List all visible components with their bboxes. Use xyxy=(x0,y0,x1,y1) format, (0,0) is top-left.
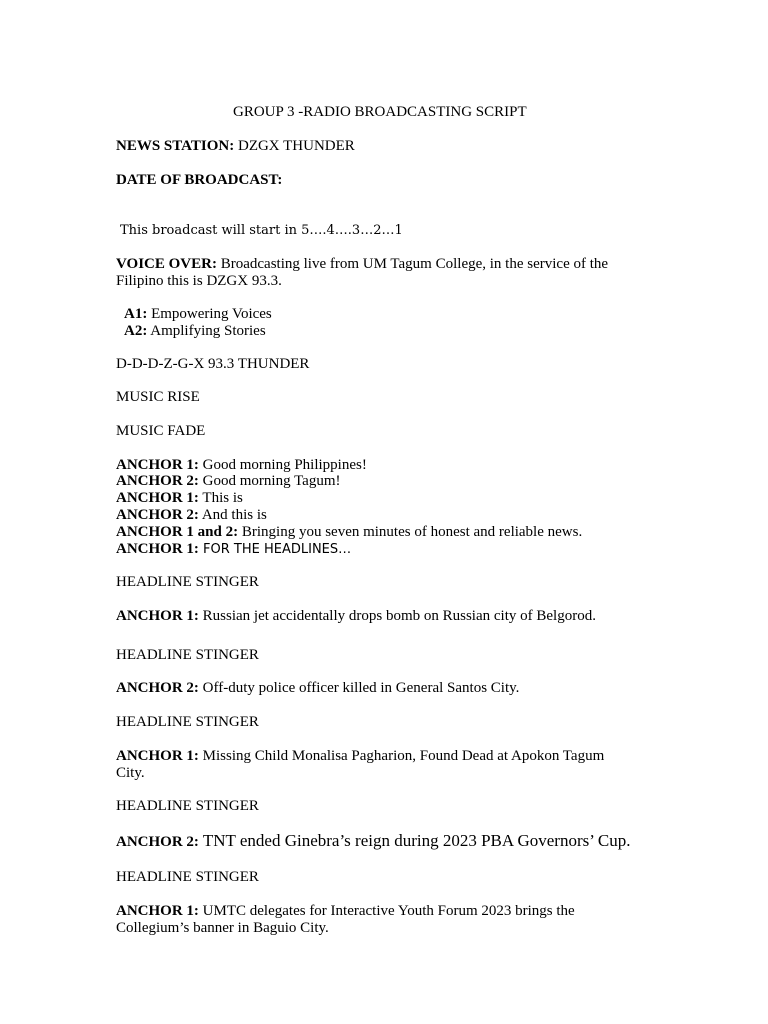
dialogue-line: ANCHOR 2: And this is xyxy=(116,507,267,523)
voice-over-label: VOICE OVER: xyxy=(116,256,217,272)
headline-item: ANCHOR 2: Off-duty police officer killed in General Santos City. xyxy=(116,680,520,696)
headline-stinger-cue: HEADLINE STINGER xyxy=(116,574,259,590)
countdown-line: This broadcast will start in 5….4….3…2…1 xyxy=(120,223,403,238)
voice-over-line-1: VOICE OVER: Broadcasting live from UM Tagum College, in the service of the xyxy=(116,256,609,272)
a1-label: A1: xyxy=(124,306,148,322)
headline-stinger-cue: HEADLINE STINGER xyxy=(116,714,259,730)
dialogue-line: ANCHOR 1 and 2: Bringing you seven minutes of honest and reliable news. xyxy=(116,524,583,540)
headline-item: ANCHOR 1: Russian jet accidentally drops bomb on Russian city of Belgorod. xyxy=(116,608,596,624)
dialogue-line: ANCHOR 1: FOR THE HEADLINES… xyxy=(116,541,352,557)
headline-stinger-cue: HEADLINE STINGER xyxy=(116,869,259,885)
news-station-line xyxy=(116,138,355,155)
a2-line: A2: Amplifying Stories xyxy=(124,323,266,339)
headline-item-continued: Collegium’s banner in Baguio City. xyxy=(116,920,329,936)
dialogue-line: ANCHOR 2: Good morning Tagum! xyxy=(116,473,341,489)
callsign-line: D-D-D-Z-G-X 93.3 THUNDER xyxy=(116,356,310,372)
headline-item: ANCHOR 2: TNT ended Ginebra’s reign during 2023 PBA Governors’ Cup. xyxy=(116,831,631,850)
news-station-label: NEWS STATION: xyxy=(116,138,235,154)
news-station-value: DZGX THUNDER xyxy=(234,138,355,154)
dialogue-line: ANCHOR 1: Good morning Philippines! xyxy=(116,457,367,473)
a2-label: A2: xyxy=(124,323,148,339)
music-rise-cue: MUSIC RISE xyxy=(116,389,200,405)
a1-line: A1: Empowering Voices xyxy=(124,306,272,322)
date-of-broadcast-line xyxy=(116,172,282,189)
headline-item-continued: City. xyxy=(116,765,145,781)
voice-over-line-2: Filipino this is DZGX 93.3. xyxy=(116,273,282,289)
headline-item: ANCHOR 1: UMTC delegates for Interactive Youth Forum 2023 brings the xyxy=(116,903,575,919)
headline-stinger-cue: HEADLINE STINGER xyxy=(116,647,259,663)
date-label: DATE OF BROADCAST: xyxy=(116,172,283,188)
headline-item: ANCHOR 1: Missing Child Monalisa Pagharion, Found Dead at Apokon Tagum xyxy=(116,748,605,764)
headline-stinger-cue: HEADLINE STINGER xyxy=(116,798,259,814)
dialogue-line: ANCHOR 1: This is xyxy=(116,490,243,506)
document-title: GROUP 3 -RADIO BROADCASTING SCRIPT xyxy=(233,104,527,120)
music-fade-cue: MUSIC FADE xyxy=(116,423,206,439)
